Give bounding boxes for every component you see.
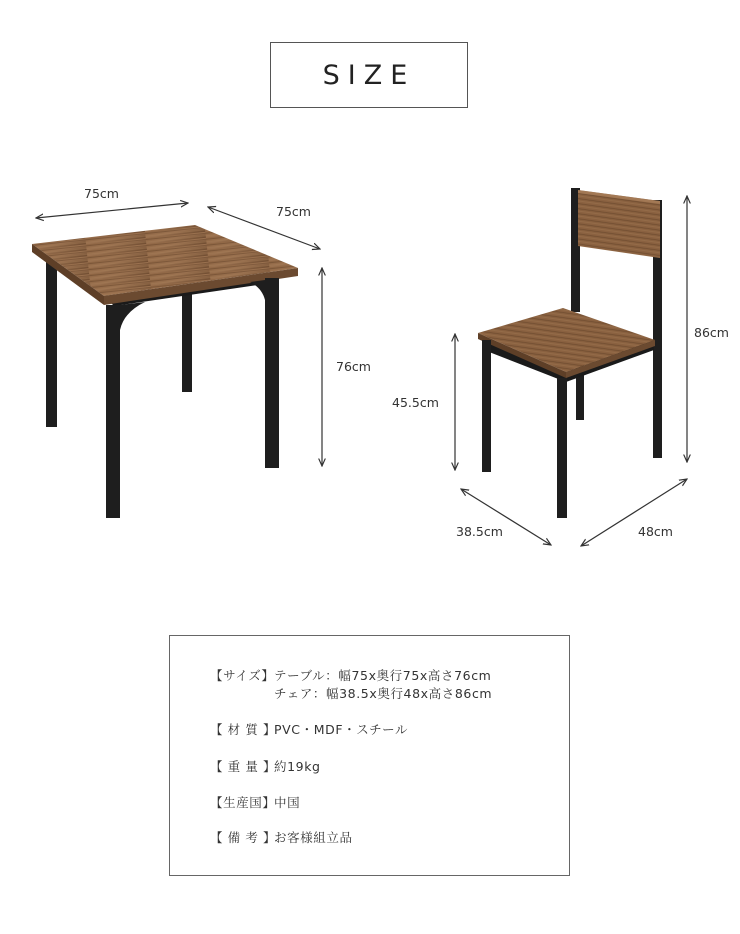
spec-notes-value: お客様組立品 (274, 830, 353, 845)
spec-material-row (210, 720, 408, 738)
chair-height-label: 86cm (694, 325, 729, 340)
spec-origin-label: 【生産国】 (210, 795, 276, 810)
table-drawing (32, 225, 298, 518)
spec-material-label: 【 材 質 】 (210, 722, 277, 737)
spec-material-value: PVC・MDF・スチール (274, 722, 409, 737)
spec-origin-row (210, 793, 300, 811)
table-height-label: 76cm (336, 359, 371, 374)
spec-origin-value: 中国 (274, 795, 301, 810)
size-title: SIZE (270, 42, 468, 108)
spec-notes-row (210, 828, 353, 846)
spec-size-table: テーブル：幅75x奥行75x高さ76cm (274, 668, 492, 683)
spec-size-chair: チェア：幅38.5x奥行48x高さ86cm (274, 686, 493, 701)
spec-notes-label: 【 備 考 】 (210, 830, 277, 845)
table-width-label: 75cm (84, 186, 119, 201)
chair-drawing (478, 188, 662, 518)
spec-weight-value: 約19kg (274, 759, 321, 774)
spec-box (169, 635, 570, 876)
spec-size-label: 【サイズ】 (210, 668, 275, 683)
table-depth-label: 75cm (276, 204, 311, 219)
chair-seat-height-label: 45.5cm (392, 395, 439, 410)
chair-width-label: 38.5cm (456, 524, 503, 539)
spec-weight-label: 【 重 量 】 (210, 759, 277, 774)
spec-size-row (210, 666, 491, 684)
spec-weight-row (210, 757, 321, 775)
spec-size-row-2 (210, 684, 492, 702)
chair-depth-label: 48cm (638, 524, 673, 539)
